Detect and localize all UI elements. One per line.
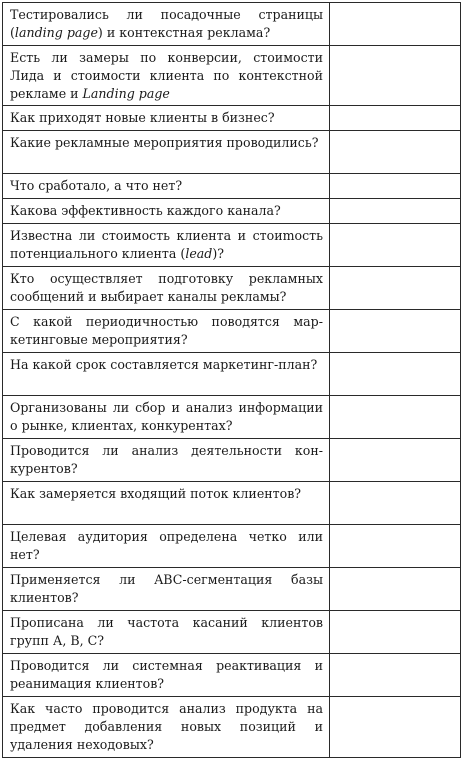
question-cell	[3, 697, 330, 758]
question-cell	[3, 482, 330, 525]
question-row	[3, 396, 461, 439]
question-text: Как приходят новые клиенты в бизнес?	[10, 110, 275, 125]
answer-cell[interactable]	[330, 482, 461, 525]
question-text-italic: Landing page	[82, 86, 170, 101]
question-row	[3, 224, 461, 267]
question-cell	[3, 568, 330, 611]
question-row	[3, 525, 461, 568]
question-row	[3, 654, 461, 697]
question-row	[3, 174, 461, 199]
question-cell	[3, 174, 330, 199]
answer-cell[interactable]	[330, 396, 461, 439]
answer-cell[interactable]	[330, 199, 461, 224]
answer-cell[interactable]	[330, 525, 461, 568]
question-text: На какой срок составляется маркетинг-план?	[10, 357, 318, 372]
answer-cell[interactable]	[330, 654, 461, 697]
question-text: Проводится ли системная реактивация и реанимация клиентов?	[10, 658, 323, 691]
answer-cell[interactable]	[330, 353, 461, 396]
question-cell	[3, 267, 330, 310]
question-row	[3, 697, 461, 758]
question-cell	[3, 611, 330, 654]
question-text: С какой периодичностью поводятся маркетинговые мероприятия?	[10, 314, 323, 347]
question-row	[3, 310, 461, 353]
question-text: Организованы ли сбор и анализ информации о рынке, клиентах, конкурентах?	[10, 400, 323, 433]
question-text: )?	[212, 246, 225, 261]
question-row	[3, 353, 461, 396]
questionnaire-body	[3, 3, 461, 758]
question-text: Кто осуществляет подготовку рекламных сообщений и выбирает каналы рекламы?	[10, 271, 323, 304]
answer-cell[interactable]	[330, 568, 461, 611]
answer-cell[interactable]	[330, 174, 461, 199]
questionnaire-sheet	[2, 2, 461, 758]
question-row	[3, 482, 461, 525]
question-cell	[3, 353, 330, 396]
question-text: Как замеряется входящий поток клиентов?	[10, 486, 302, 501]
answer-cell[interactable]	[330, 310, 461, 353]
answer-cell[interactable]	[330, 697, 461, 758]
answer-cell[interactable]	[330, 3, 461, 46]
answer-cell[interactable]	[330, 611, 461, 654]
question-text-italic: lead	[185, 246, 213, 261]
question-cell	[3, 396, 330, 439]
question-row	[3, 3, 461, 46]
question-cell	[3, 224, 330, 267]
question-cell	[3, 525, 330, 568]
question-cell	[3, 199, 330, 224]
question-text: Целевая аудитория определена четко или нет?	[10, 529, 323, 562]
question-text: Что сработало, а что нет?	[10, 178, 183, 193]
question-cell	[3, 310, 330, 353]
question-cell	[3, 654, 330, 697]
question-text: Тестировались ли посадочные страницы (	[10, 7, 323, 40]
question-row	[3, 267, 461, 310]
question-row	[3, 611, 461, 654]
question-cell	[3, 3, 330, 46]
question-row	[3, 46, 461, 106]
question-row	[3, 439, 461, 482]
questionnaire-table	[2, 2, 461, 758]
question-cell	[3, 106, 330, 131]
question-text: ) и контекстная реклама?	[97, 25, 271, 40]
question-row	[3, 131, 461, 174]
question-text: Известна ли стоимость клиента и стоиmость потенциального клиента (	[10, 228, 323, 261]
question-row	[3, 199, 461, 224]
question-cell	[3, 46, 330, 106]
answer-cell[interactable]	[330, 46, 461, 106]
question-text: Какова эффективность каждого канала?	[10, 203, 281, 218]
answer-cell[interactable]	[330, 439, 461, 482]
answer-cell[interactable]	[330, 106, 461, 131]
question-cell	[3, 439, 330, 482]
question-row	[3, 568, 461, 611]
answer-cell[interactable]	[330, 224, 461, 267]
question-text: Проводится ли анализ деятельности конкурентов?	[10, 443, 323, 476]
question-text-italic: landing page	[14, 25, 98, 40]
question-text: Как часто проводится анализ продукта на предмет добавления новых позиций и удаления неходовых?	[10, 701, 323, 752]
question-text: Применяется ли ABC-сегментация базы клиентов?	[10, 572, 323, 605]
question-text: Какие рекламные мероприятия проводились?	[10, 135, 319, 150]
answer-cell[interactable]	[330, 267, 461, 310]
question-cell	[3, 131, 330, 174]
question-text: Есть ли замеры по конверсии, стоимости Лида и стоимости клиента по контекстной рекламе и	[10, 50, 323, 101]
question-row	[3, 106, 461, 131]
question-text: Прописана ли частота касаний клиентов групп А, В, С?	[10, 615, 323, 648]
answer-cell[interactable]	[330, 131, 461, 174]
